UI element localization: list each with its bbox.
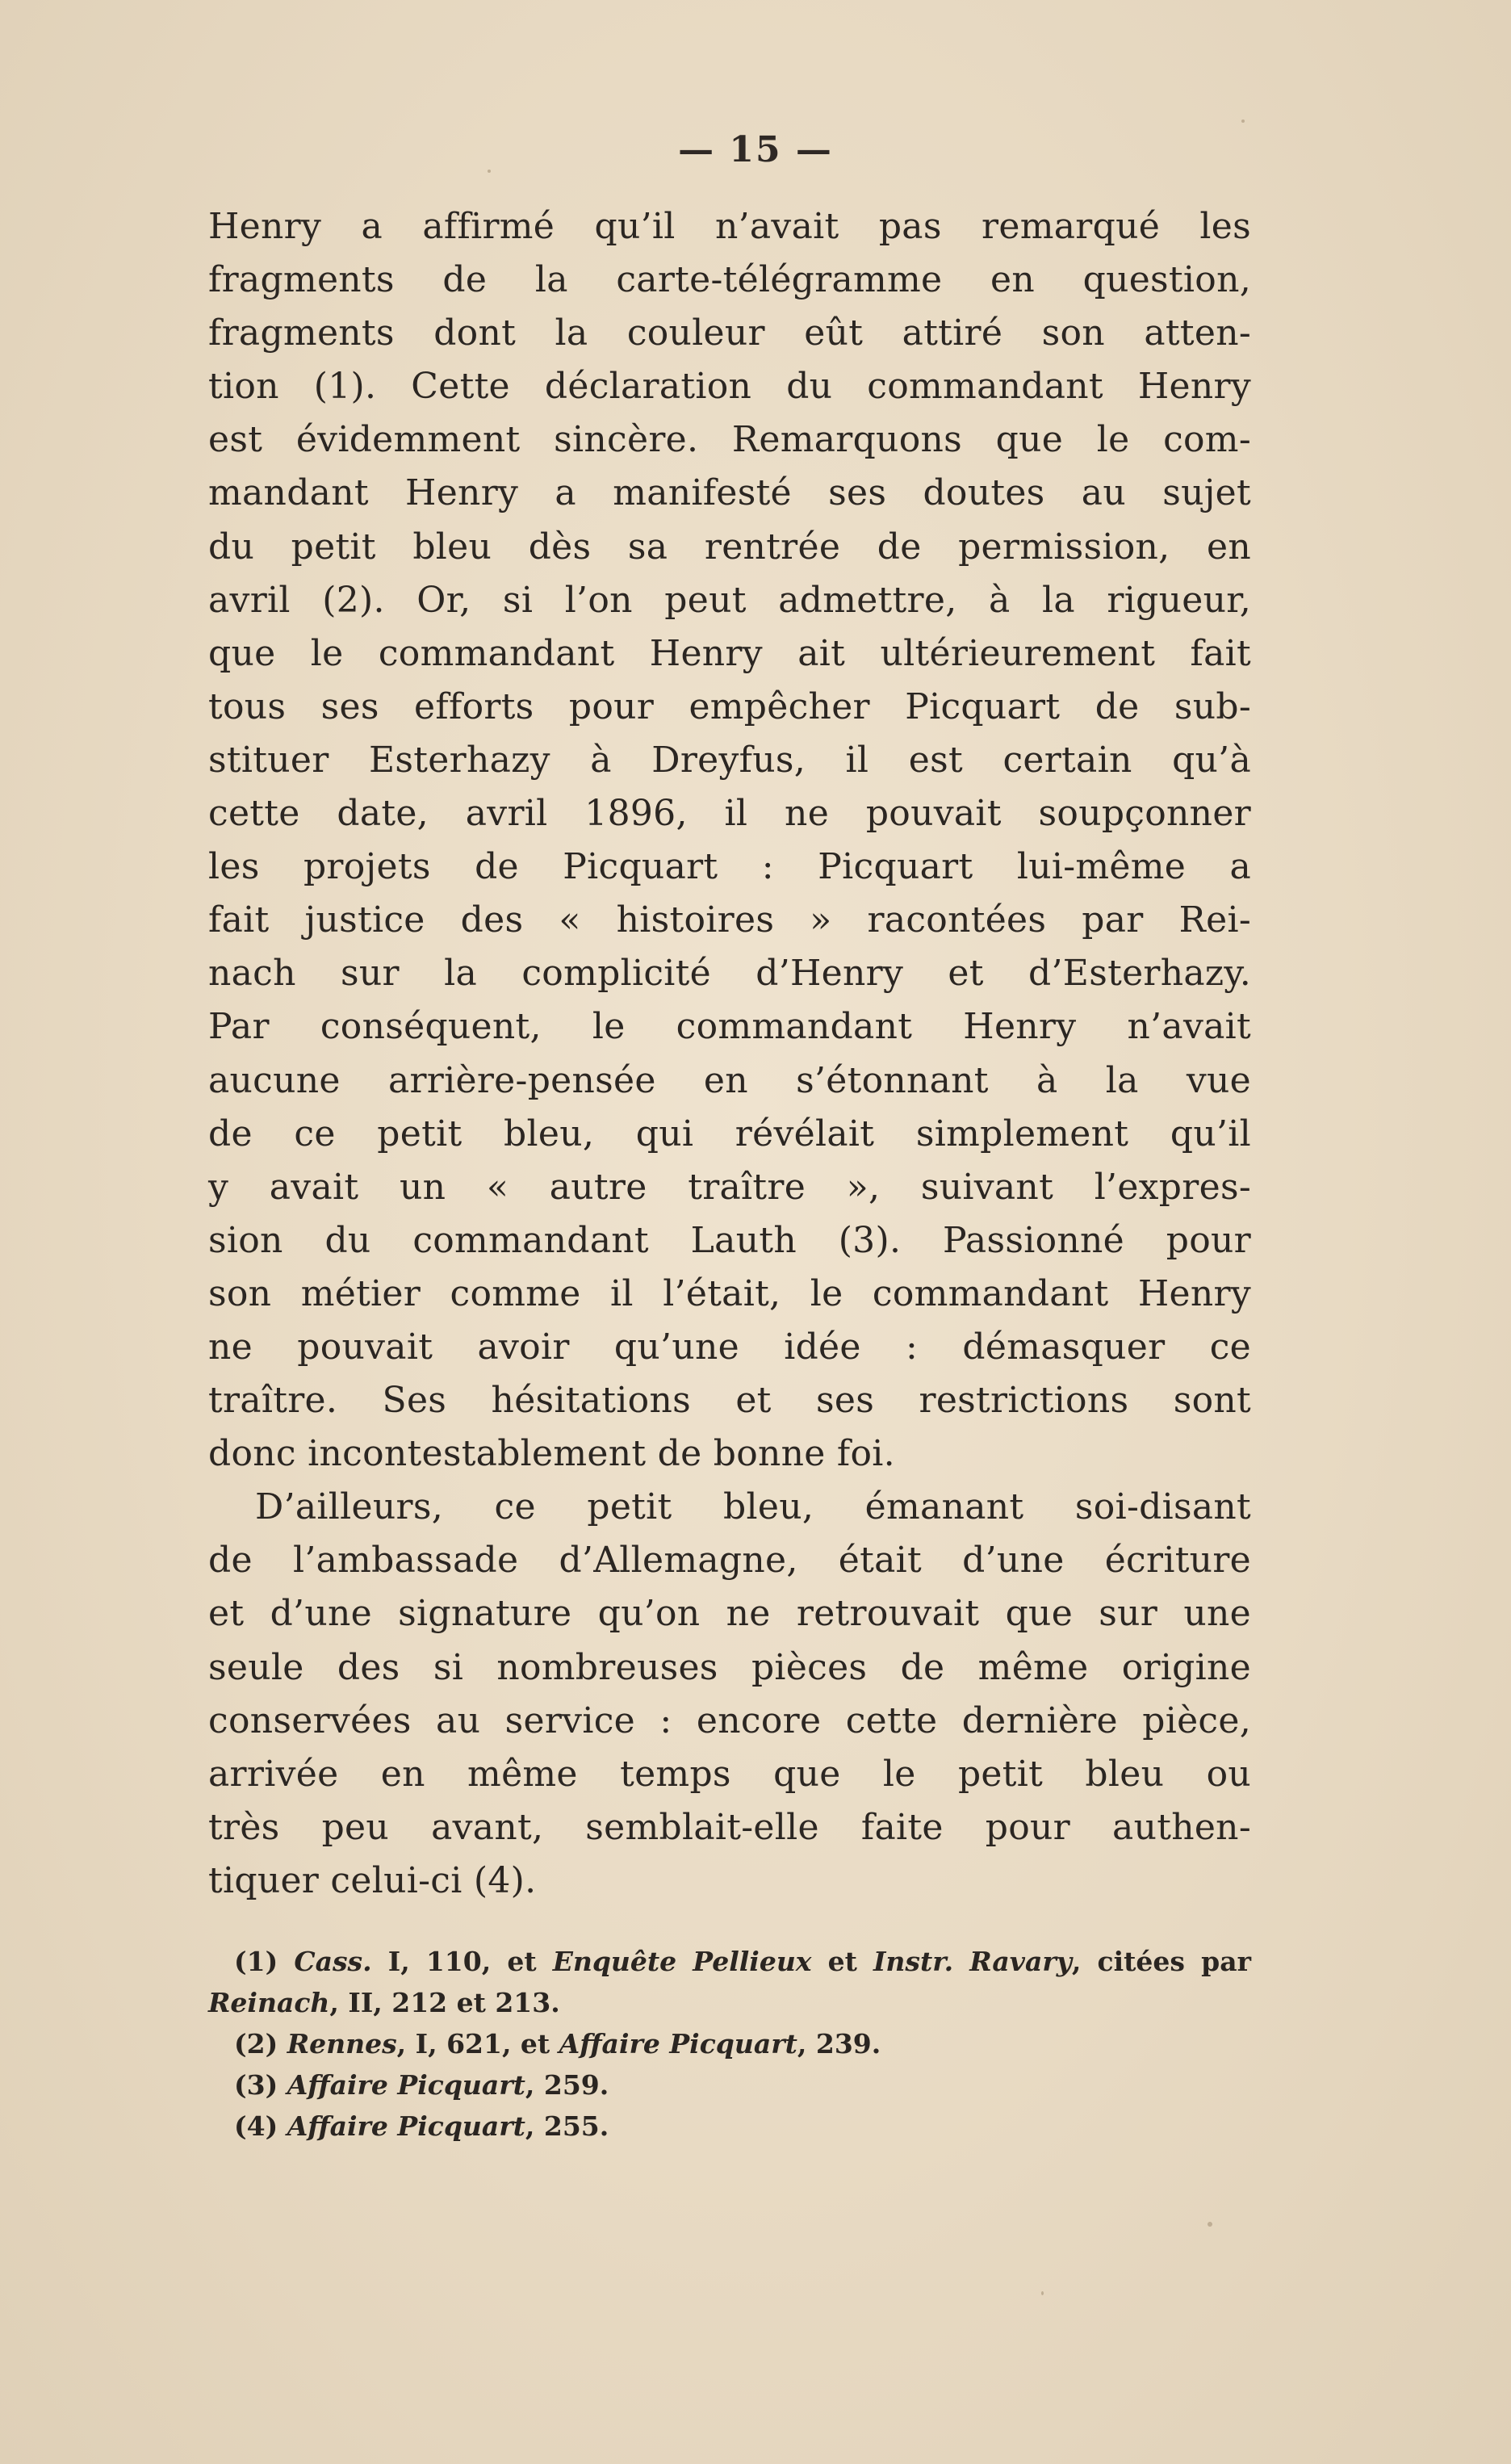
text-line: de ce petit bleu, qui révélait simplement qu’il (208, 1113, 1251, 1154)
text-line-paragraph-start: D’ailleurs, ce petit bleu, émanant soi-disant (255, 1486, 1251, 1528)
text-line: fragments de la carte-télégramme en question, (208, 259, 1251, 301)
text-line: nach sur la complicité d’Henry et d’Esterhazy. (208, 953, 1251, 995)
text-line: mandant Henry a manifesté ses doutes au sujet (208, 472, 1251, 514)
text-line: traître. Ses hésitations et ses restrictions sont (208, 1380, 1251, 1422)
paper-speck (488, 170, 491, 173)
text-line: stituer Esterhazy à Dreyfus, il est certain qu’à (208, 739, 1251, 781)
text-line-paragraph-end: donc incontestablement de bonne foi. (208, 1433, 895, 1475)
text-line: de l’ambassade d’Allemagne, était d’une écriture (208, 1540, 1251, 1582)
text-line: Par conséquent, le commandant Henry n’avait (208, 1006, 1251, 1048)
text-line: que le commandant Henry ait ultérieurement fait (208, 632, 1251, 674)
text-line: les projets de Picquart : Picquart lui-même a (208, 846, 1251, 888)
footnote-4: (4) Affaire Picquart, 255. (234, 2110, 609, 2142)
text-line: y avait un « autre traître », suivant l’expres- (208, 1166, 1251, 1208)
paper-speck (1208, 2222, 1212, 2227)
text-line: fragments dont la couleur eût attiré son atten- (208, 312, 1251, 354)
text-line: seule des si nombreuses pièces de même origine (208, 1646, 1251, 1688)
text-line: tion (1). Cette déclaration du commandant Henry (208, 366, 1251, 408)
footnote-3: (3) Affaire Picquart, 259. (234, 2069, 609, 2101)
footnote-1-continued: Reinach, II, 212 et 213. (208, 1987, 560, 2018)
text-line: très peu avant, semblait-elle faite pour authen- (208, 1806, 1251, 1848)
paper-speck (1041, 2291, 1044, 2295)
footnote-1: (1) Cass. I, 110, et Enquête Pellieux et Instr. Ravary, citées par (234, 1946, 1251, 1977)
text-line: tous ses efforts pour empêcher Picquart de sub- (208, 685, 1251, 727)
footnote-2: (2) Rennes, I, 621, et Affaire Picquart, 239. (234, 2028, 881, 2060)
text-line-paragraph-end: tiquer celui-ci (4). (208, 1859, 537, 1901)
text-line: et d’une signature qu’on ne retrouvait que sur une (208, 1593, 1251, 1635)
paper-speck (1241, 119, 1245, 123)
text-line: avril (2). Or, si l’on peut admettre, à la rigueur, (208, 579, 1251, 621)
text-line: du petit bleu dès sa rentrée de permission, en (208, 526, 1251, 568)
text-line: fait justice des « histoires » racontées par Rei- (208, 899, 1251, 941)
text-line: conservées au service : encore cette dernière pièce, (208, 1699, 1251, 1741)
text-line: cette date, avril 1896, il ne pouvait soupçonner (208, 793, 1251, 835)
page-number: — 15 — (678, 129, 833, 170)
text-line: sion du commandant Lauth (3). Passionné pour (208, 1219, 1251, 1261)
text-line: son métier comme il l’était, le commandant Henry (208, 1272, 1251, 1314)
text-line: aucune arrière-pensée en s’étonnant à la vue (208, 1059, 1251, 1101)
text-line: ne pouvait avoir qu’une idée : démasquer ce (208, 1326, 1251, 1368)
text-line: arrivée en même temps que le petit bleu ou (208, 1753, 1251, 1795)
main-text (208, 200, 1251, 1908)
text-line: Henry a affirmé qu’il n’avait pas remarqué les (208, 206, 1251, 247)
text-line: est évidemment sincère. Remarquons que le com- (208, 419, 1251, 461)
footnotes (208, 1941, 1251, 2147)
